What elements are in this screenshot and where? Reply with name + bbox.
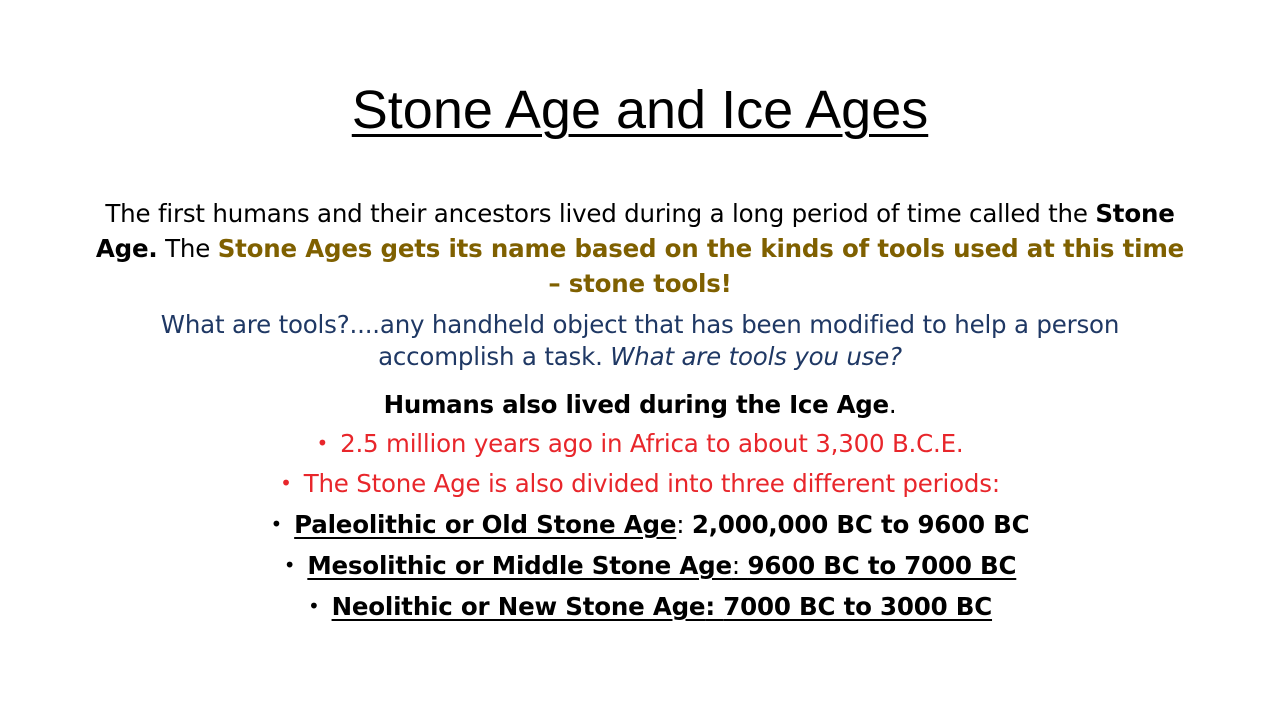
slide-title: Stone Age and Ice Ages: [351, 80, 929, 140]
period-name: Mesolithic or Middle Stone Age: [307, 551, 732, 580]
period-sep: :: [705, 592, 724, 621]
period-range: 7000 BC to 3000 BC: [723, 592, 993, 621]
bullet-dot-icon: •: [283, 553, 296, 577]
period-sep: :: [731, 551, 748, 580]
period-range: 9600 BC to 7000 BC: [747, 551, 1017, 580]
bullet-text: 2.5 million years ago in Africa to about 3,300 B.C.E.: [340, 429, 964, 458]
bullet-dot-icon: •: [280, 471, 292, 495]
intro-paragraph: [90, 196, 1190, 301]
bullet-text: The Stone Age is also divided into three different periods:: [303, 469, 1000, 498]
intro-text-1: The first humans and their ancestors lived during a long period of time called the: [105, 199, 1096, 228]
bullet-item: [0, 427, 1280, 460]
tools-question-text: What are tools?....any handheld object that has been modified to help a person accomplish a task.: [160, 310, 1120, 371]
period-item: [0, 549, 1280, 582]
tools-question-italic: What are tools you use?: [610, 342, 902, 371]
period-sep: :: [676, 510, 692, 539]
ice-age-heading: [0, 389, 1280, 421]
bullet-dot-icon: •: [316, 431, 329, 455]
tools-question: [120, 309, 1160, 373]
period-item: [0, 590, 1280, 623]
period-range: 2,000,000 BC to 9600 BC: [691, 510, 1030, 539]
intro-stone-age: Stone Age.: [95, 199, 1175, 263]
period-name: Paleolithic or Old Stone Age: [294, 510, 677, 539]
bullet-dot-icon: •: [307, 594, 320, 618]
period-name: Neolithic or New Stone Age: [331, 592, 706, 621]
bullet-dot-icon: •: [270, 512, 283, 536]
intro-highlight: Stone Ages gets its name based on the kinds of tools used at this time – stone tools!: [217, 234, 1185, 298]
ice-age-heading-bold: Humans also lived during the Ice Age: [383, 390, 889, 419]
ice-age-heading-end: .: [888, 390, 897, 419]
period-item: [0, 508, 1280, 541]
intro-text-2: The: [157, 234, 218, 263]
bullet-item: [0, 467, 1280, 500]
